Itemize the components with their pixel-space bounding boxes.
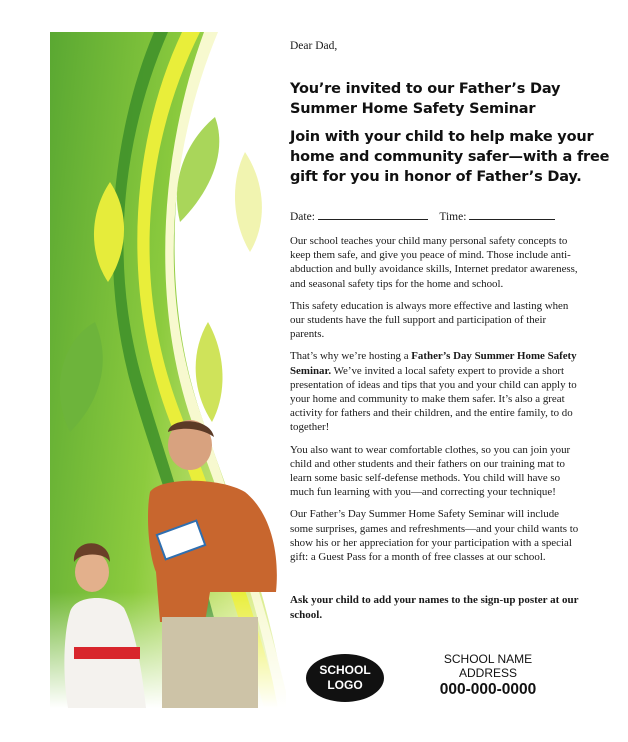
time-blank[interactable] bbox=[469, 208, 555, 220]
subheadline: Join with your child to help make your home and community safer—with a free gift for you in honor of Father’s Day. bbox=[290, 129, 610, 185]
greeting: Dear Dad, bbox=[290, 40, 338, 52]
school-logo bbox=[306, 654, 384, 702]
paragraph: Our Father’s Day Summer Home Safety Seminar will include some surprises, games and refreshments—and your child wants to show his or her appreciation for your participation with a special gift: a Guest Pass for a month of free classes at our school. bbox=[290, 508, 579, 564]
headline: You’re invited to our Father’s Day Summer Home Safety Seminar bbox=[290, 81, 561, 117]
paragraph bbox=[290, 349, 582, 434]
school-name: SCHOOL NAME bbox=[443, 652, 533, 666]
paragraph-rest: We’ve invited a local safety expert to provide a short presentation of ideas and tips that you and your child can apply to your home and community to make them safer. It’s also a great activity for fathers and their children, and the entire family, to do together! bbox=[290, 364, 577, 434]
paragraph: This safety education is always more effective and lasting when our students have the full support and participation of their parents. bbox=[290, 299, 569, 341]
date-blank[interactable] bbox=[318, 208, 428, 220]
background-illustration bbox=[50, 32, 286, 708]
date-label: Date: bbox=[290, 211, 315, 223]
paragraph: You also want to wear comfortable clothes, so you can join your child and other students and their fathers on our training mat to learn some basic self-defense methods. You child will have so much fun learning with you—and correcting your technique! bbox=[290, 443, 571, 499]
school-info bbox=[418, 652, 558, 680]
school-address: ADDRESS bbox=[458, 666, 517, 680]
seminar-name: Father’s Day Summer Home Safety Seminar. bbox=[290, 350, 577, 377]
letter-body bbox=[290, 234, 582, 572]
paragraph: Our school teaches your child many personal safety concepts to keep them safe, and give you peace of mind. Those include anti-abduction and bully avoidance skills, Internet predator awareness, and seasonal safety tips for the home and school. bbox=[290, 235, 578, 290]
time-label: Time: bbox=[439, 211, 467, 223]
logo-line2: LOGO bbox=[327, 678, 363, 692]
logo-line1: SCHOOL bbox=[319, 663, 371, 677]
date-time-fields bbox=[290, 208, 555, 223]
paragraph-lead: That’s why we’re hosting a bbox=[290, 350, 412, 363]
call-to-action: Ask your child to add your names to the sign-up poster at our school. bbox=[290, 594, 579, 621]
phone-number: 000-000-0000 bbox=[439, 681, 537, 698]
